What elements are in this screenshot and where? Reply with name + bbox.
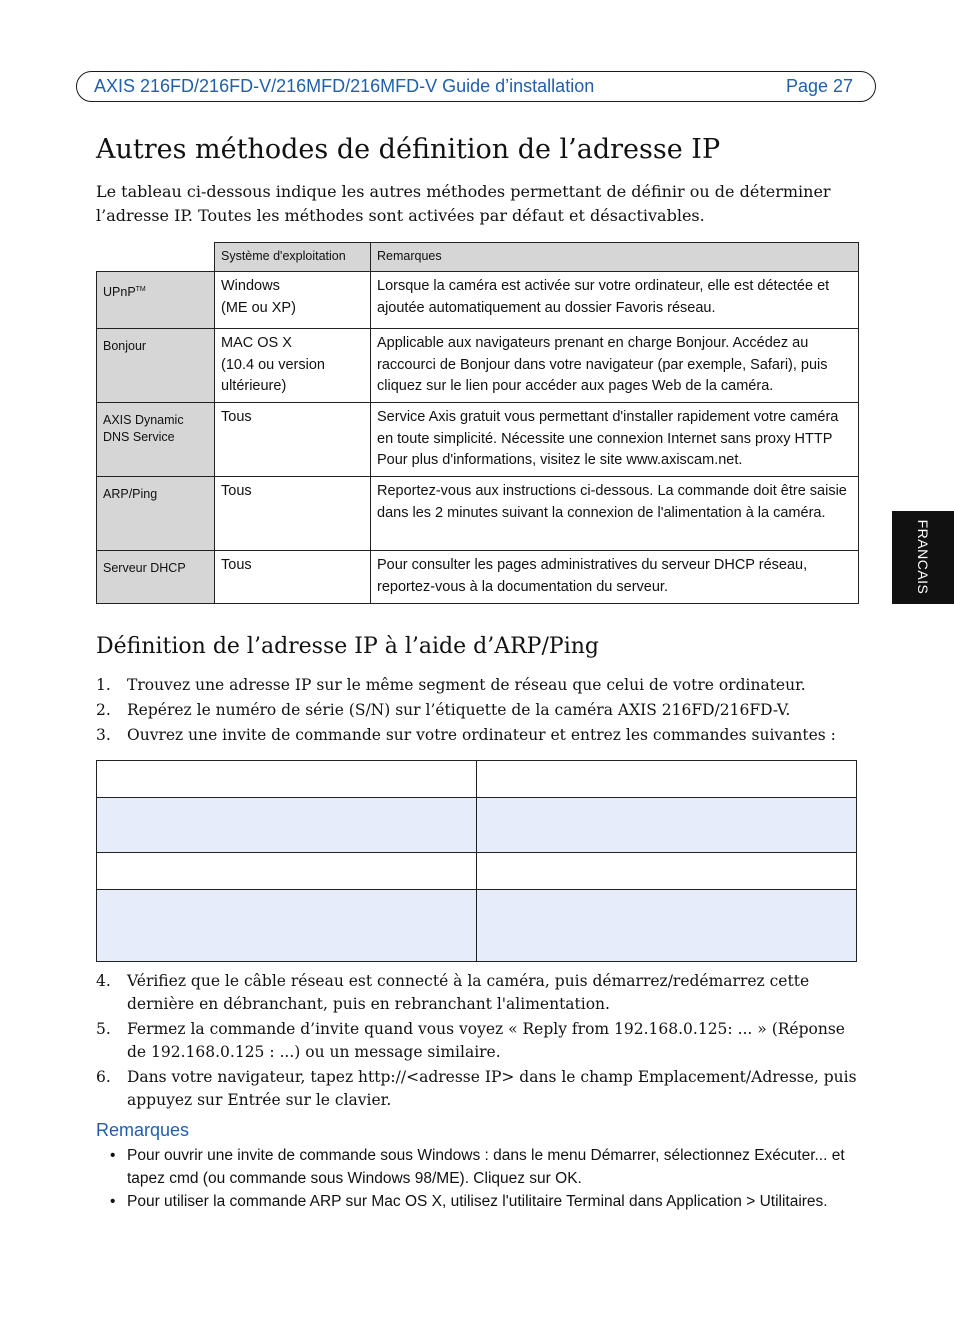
table-row bbox=[97, 403, 859, 477]
table-cell bbox=[477, 798, 857, 853]
method-notes: Pour consulter les pages administratives du serveur DHCP réseau, reportez-vous à la documentation du serveur. bbox=[371, 551, 859, 604]
method-name: UPnP™ bbox=[97, 272, 215, 329]
ip-methods-table bbox=[96, 242, 859, 604]
table-row bbox=[97, 761, 857, 798]
table-row bbox=[97, 272, 859, 329]
method-notes: Reportez-vous aux instructions ci-dessous. La commande doit être saisie dans les 2 minutes suivant la connexion de l'alimentation à la caméra. bbox=[371, 477, 859, 551]
step-text: Repérez le numéro de série (S/N) sur l’étiquette de la caméra AXIS 216FD/216FD-V. bbox=[127, 701, 791, 719]
method-notes: Service Axis gratuit vous permettant d'installer rapidement votre caméra en toute simplicité. Nécessite une connexion Internet sans proxy HTTP Pour plus d'informations, visitez le site www.axiscam.net. bbox=[371, 403, 859, 477]
table-row bbox=[97, 890, 857, 962]
command-table bbox=[96, 760, 857, 962]
step-text: Fermez la commande d’invite quand vous voyez « Reply from 192.168.0.125: ... » (Réponse de 192.168.0.125 : ...) ou un message similaire. bbox=[127, 1020, 845, 1061]
table-header-row bbox=[97, 243, 859, 272]
language-tab-label: FRANCAIS bbox=[915, 519, 931, 595]
table-cell bbox=[97, 798, 477, 853]
step-number: 1. bbox=[96, 676, 111, 694]
step-text: Trouvez une adresse IP sur le même segment de réseau que celui de votre ordinateur. bbox=[127, 676, 806, 694]
table-row bbox=[97, 329, 859, 403]
table-cell bbox=[97, 761, 477, 798]
table-row bbox=[97, 853, 857, 890]
list-item bbox=[96, 674, 860, 697]
page-title: Autres méthodes de définition de l’adresse IP bbox=[96, 134, 721, 165]
note-text: Pour utiliser la commande ARP sur Mac OS X, utilisez l'utilitaire Terminal dans Application > Utilitaires. bbox=[127, 1193, 828, 1210]
header-notes: Remarques bbox=[371, 243, 859, 272]
step-number: 6. bbox=[96, 1068, 111, 1086]
method-os: MAC OS X (10.4 ou version ultérieure) bbox=[215, 329, 371, 403]
header-doc-title: AXIS 216FD/216FD-V/216MFD/216MFD-V Guide d’installation bbox=[94, 76, 595, 96]
step-text: Ouvrez une invite de commande sur votre ordinateur et entrez les commandes suivantes : bbox=[127, 726, 836, 744]
page-header bbox=[76, 71, 876, 102]
step-number: 2. bbox=[96, 701, 111, 719]
method-os: Windows (ME ou XP) bbox=[215, 272, 371, 329]
section-title: Définition de l’adresse IP à l’aide d’ARP/Ping bbox=[96, 634, 599, 659]
table-cell bbox=[477, 890, 857, 962]
method-notes: Applicable aux navigateurs prenant en charge Bonjour. Accédez au raccourci de Bonjour dans votre navigateur (par exemple, Safari), puis cliquez sur le lien pour accéder aux pages Web de la caméra. bbox=[371, 329, 859, 403]
list-item bbox=[96, 970, 860, 1015]
table-row bbox=[97, 551, 859, 604]
notes-list bbox=[110, 1145, 858, 1215]
language-tab bbox=[892, 511, 954, 604]
table-row bbox=[97, 798, 857, 853]
header-blank-cell bbox=[97, 243, 215, 272]
steps-list bbox=[96, 674, 860, 749]
list-item bbox=[96, 699, 860, 722]
method-name: Serveur DHCP bbox=[97, 551, 215, 604]
table-cell bbox=[477, 853, 857, 890]
intro-paragraph: Le tableau ci-dessous indique les autres méthodes permettant de définir ou de déterminer l’adresse IP. Toutes les méthodes sont activées par défaut et désactivables. bbox=[96, 182, 831, 225]
notes-title: Remarques bbox=[96, 1120, 190, 1140]
bullet: • bbox=[110, 1147, 116, 1164]
header-page-number: Page 27 bbox=[785, 76, 853, 96]
method-os: Tous bbox=[215, 477, 371, 551]
list-item bbox=[96, 724, 860, 747]
step-number: 4. bbox=[96, 972, 111, 990]
table-cell bbox=[97, 853, 477, 890]
bullet: • bbox=[110, 1193, 116, 1210]
note-text: Pour ouvrir une invite de commande sous Windows : dans le menu Démarrer, sélectionnez Exécuter... et tapez cmd (ou commande sous Windows 98/ME). Cliquez sur OK. bbox=[127, 1147, 845, 1187]
step-number: 5. bbox=[96, 1020, 111, 1038]
method-os: Tous bbox=[215, 403, 371, 477]
step-number: 3. bbox=[96, 726, 111, 744]
table-row bbox=[97, 477, 859, 551]
step-text: Dans votre navigateur, tapez http://<adresse IP> dans le champ Emplacement/Adresse, puis appuyez sur Entrée sur le clavier. bbox=[127, 1068, 857, 1109]
list-item bbox=[110, 1191, 858, 1214]
method-os: Tous bbox=[215, 551, 371, 604]
header-os: Système d'exploitation bbox=[215, 243, 371, 272]
list-item bbox=[96, 1066, 860, 1111]
method-name: ARP/Ping bbox=[97, 477, 215, 551]
method-name: Bonjour bbox=[97, 329, 215, 403]
table-cell bbox=[97, 890, 477, 962]
method-name: AXIS Dynamic DNS Service bbox=[97, 403, 215, 477]
method-notes: Lorsque la caméra est activée sur votre ordinateur, elle est détectée et ajoutée automatiquement au dossier Favoris réseau. bbox=[371, 272, 859, 329]
list-item bbox=[110, 1145, 858, 1190]
step-text: Vérifiez que le câble réseau est connecté à la caméra, puis démarrez/redémarrez cette dernière en débranchant, puis en rebranchant l'alimentation. bbox=[127, 972, 810, 1013]
table-cell bbox=[477, 761, 857, 798]
steps-list-continued bbox=[96, 970, 860, 1114]
list-item bbox=[96, 1018, 860, 1063]
